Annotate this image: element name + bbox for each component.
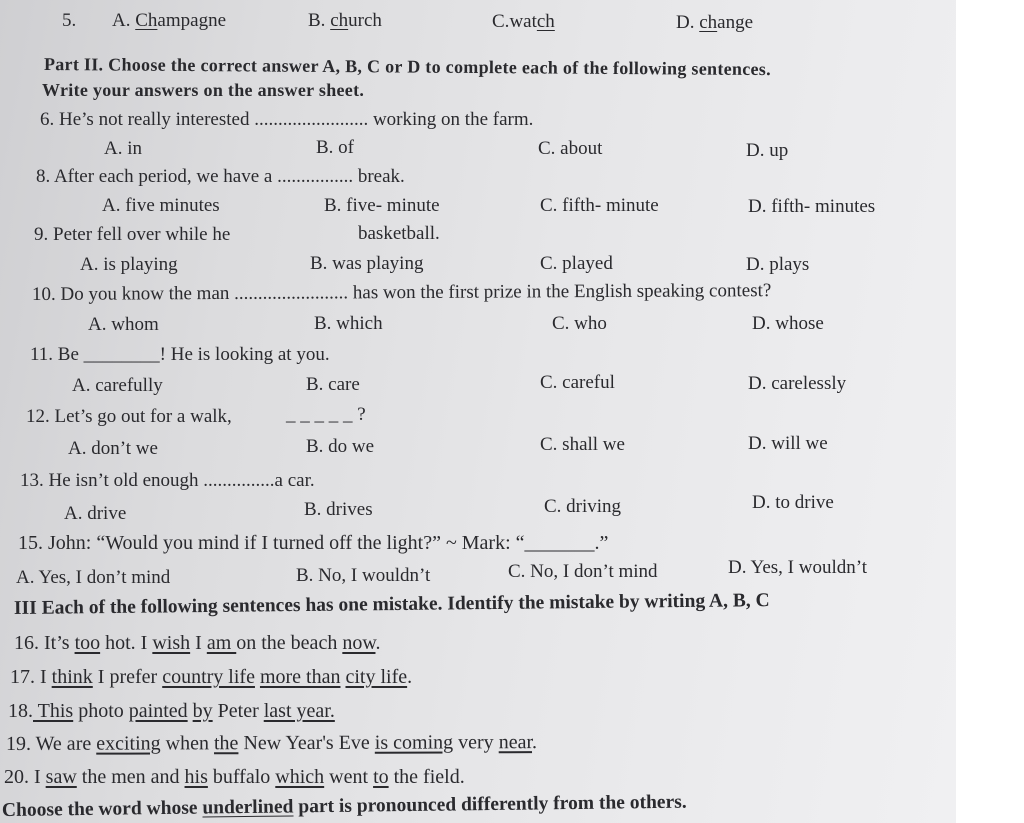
q9-stem-end: basketball. xyxy=(358,223,440,244)
q6-option-c: C. about xyxy=(538,138,603,159)
q10-option-a: A. whom xyxy=(88,314,159,335)
q8-option-a: A. five minutes xyxy=(102,195,220,216)
option-letter: A. xyxy=(112,10,131,31)
part2-instruction-line1: Part II. Choose the correct answer A, B, C or D to complete each of the following sentences. xyxy=(43,54,772,80)
q20-sentence: 20. I saw the men and his buffalo which went to the field. xyxy=(4,766,465,788)
q15-option-c: C. No, I don’t mind xyxy=(508,561,658,582)
q12-stem-end: _ _ _ _ _ ? xyxy=(286,404,366,425)
q6-stem: 6. He’s not really interested ........................ working on the farm. xyxy=(40,109,534,130)
q12-option-b: B. do we xyxy=(306,436,375,457)
q5-option-d xyxy=(676,12,753,34)
q12-option-a: A. don’t we xyxy=(68,438,158,459)
q15-option-d: D. Yes, I wouldn’t xyxy=(728,557,868,578)
underlined-part: ch xyxy=(699,12,718,33)
q6-option-d: D. up xyxy=(746,140,789,161)
q9-option-d: D. plays xyxy=(746,254,810,275)
underlined-part: ch xyxy=(330,10,349,31)
q17-sentence: 17. I think I prefer country life more than city life. xyxy=(10,666,413,688)
q9-stem-start: 9. Peter fell over while he xyxy=(34,224,231,245)
option-letter: B. xyxy=(308,10,326,31)
q12-stem-start: 12. Let’s go out for a walk, xyxy=(26,406,232,427)
q15-option-b: B. No, I wouldn’t xyxy=(296,565,431,586)
q5-option-b xyxy=(308,10,382,32)
option-letter: C. xyxy=(492,11,510,32)
q11-stem: 11. Be ________! He is looking at you. xyxy=(30,344,330,365)
q6-option-a: A. in xyxy=(104,138,142,159)
part2-instruction-line2: Write your answers on the answer sheet. xyxy=(42,80,365,100)
q15-stem: 15. John: “Would you mind if I turned off the light?” ~ Mark: “_______.” xyxy=(18,532,609,554)
q8-stem: 8. After each period, we have a ................ break. xyxy=(36,166,405,187)
q11-option-b: B. care xyxy=(306,374,360,395)
option-letter: D. xyxy=(676,12,695,33)
q11-option-a: A. carefully xyxy=(72,375,163,396)
option-rest: wat xyxy=(509,11,537,32)
option-rest: ampagne xyxy=(157,10,226,31)
underlined-part: ch xyxy=(536,11,555,32)
page-margin xyxy=(956,0,1024,823)
q16-sentence: 16. It’s too hot. I wish I am on the beach now. xyxy=(14,632,381,654)
q12-option-d: D. will we xyxy=(748,433,828,454)
q9-option-c: C. played xyxy=(540,253,613,274)
option-rest: ange xyxy=(717,12,754,33)
q12-option-c: C. shall we xyxy=(540,434,625,455)
q13-stem: 13. He isn’t old enough ...............a car. xyxy=(20,470,315,491)
q10-option-b: B. which xyxy=(314,313,383,334)
q5-option-c xyxy=(492,11,555,33)
q11-option-c: C. careful xyxy=(540,372,615,393)
q6-option-b: B. of xyxy=(316,137,354,158)
q5-option-a xyxy=(112,10,226,32)
q19-sentence: 19. We are exciting when the New Year's Eve is coming very near. xyxy=(5,731,538,755)
q10-option-c: C. who xyxy=(552,313,607,334)
q18-sentence: 18. This photo painted by Peter last year. xyxy=(8,700,335,722)
q13-option-d: D. to drive xyxy=(752,492,834,513)
underlined-part: Ch xyxy=(135,10,158,31)
q10-stem: 10. Do you know the man ........................ has won the first prize in the English speaking contest? xyxy=(31,280,772,305)
option-rest: urch xyxy=(348,10,382,31)
q8-option-d: D. fifth- minutes xyxy=(748,196,876,217)
part4-heading: Choose the word whose underlined part is pronounced differently from the others. xyxy=(1,791,687,821)
q5-number: 5. xyxy=(62,10,77,31)
q13-option-a: A. drive xyxy=(64,503,127,524)
q15-option-a: A. Yes, I don’t mind xyxy=(16,567,171,588)
part3-heading: III Each of the following sentences has one mistake. Identify the mistake by writing A, B, C xyxy=(13,590,770,619)
q13-option-b: B. drives xyxy=(304,499,373,520)
q8-option-c: C. fifth- minute xyxy=(540,195,659,216)
q8-option-b: B. five- minute xyxy=(324,195,440,216)
q9-option-a: A. is playing xyxy=(80,254,178,275)
q11-option-d: D. carelessly xyxy=(748,373,847,394)
q13-option-c: C. driving xyxy=(544,496,622,517)
q10-option-d: D. whose xyxy=(752,313,824,334)
q9-option-b: B. was playing xyxy=(310,253,424,274)
